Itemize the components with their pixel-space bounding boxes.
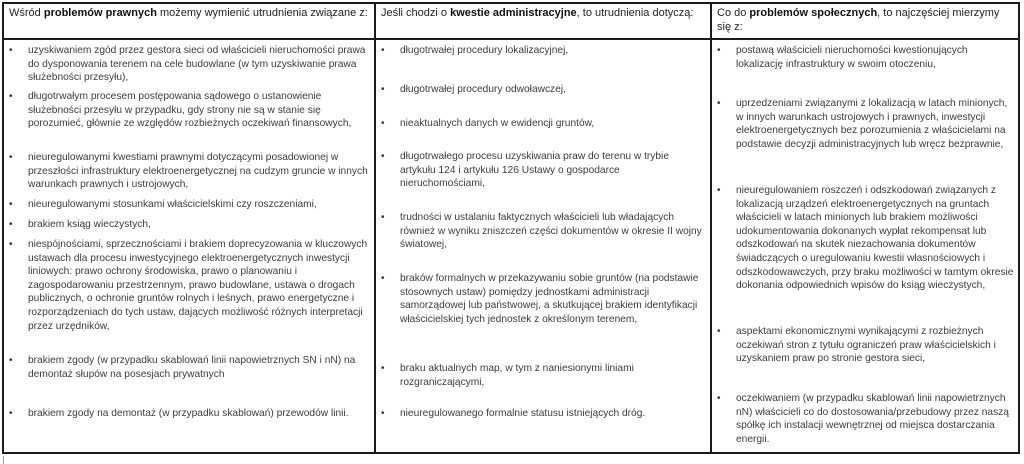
list-item — [712, 44, 1016, 71]
bullet-icon: • — [9, 152, 13, 163]
list-item — [376, 211, 706, 252]
list-item — [376, 44, 706, 58]
bullet-icon: • — [381, 212, 385, 223]
header-text: , to utrudnienia dotyczą: — [576, 7, 694, 19]
item-text: długotrwałej procedury lokalizacyjnej, — [400, 45, 569, 56]
item-text: nieuregulowanymi kwestiami prawnymi dotyczącymi posadowionej w przeszłości infrastruktury elektroenergetycznej na cudzym gruncie w innych warunkach prawnych i ustrojowych, — [28, 152, 368, 191]
header-bold-text: kwestie administracyjne — [450, 7, 577, 19]
item-text: aspektami ekonomicznymi wynikającymi z rozbieżnych oczekiwań stron z tytułu ograniczeń praw właścicielskich i uzyskaniem praw po stronie gestora sieci, — [736, 326, 996, 365]
column-header — [381, 7, 704, 21]
bullet-icon: • — [381, 151, 385, 162]
item-text: braków formalnych w przekazywaniu sobie gruntów (na podstawie stosownych ustaw) pomiędzy jednostkami administracji samorządowej lub państwowej, a skutkującej brakiem identyfikacji właścicielskiej tych jednostek z określonym terenem, — [400, 273, 699, 325]
list-item — [4, 90, 370, 131]
bullet-icon: • — [9, 219, 13, 230]
list-item — [376, 362, 706, 389]
header-bold-text: problemów prawnych — [43, 7, 157, 19]
list-item — [376, 407, 706, 421]
list-item — [712, 325, 1016, 366]
list-item — [712, 97, 1016, 151]
column-legal-problems — [4, 4, 374, 452]
bullet-icon: • — [717, 185, 721, 196]
list-item — [4, 238, 370, 333]
list-item — [4, 218, 370, 232]
bullet-icon: • — [9, 199, 13, 210]
header-text: Wśród — [9, 7, 44, 19]
bullet-icon: • — [717, 98, 721, 109]
item-text: nieuregulowanego formalnie statusu istniejących dróg. — [400, 408, 646, 419]
bullet-icon: • — [381, 363, 385, 374]
bullet-icon: • — [717, 45, 721, 56]
bullet-icon: • — [9, 91, 13, 102]
list-item — [712, 184, 1016, 293]
list-item — [4, 354, 370, 381]
bullet-icon: • — [381, 118, 385, 129]
header-text: Co do — [717, 7, 750, 19]
item-text: nieaktualnych danych w ewidencji gruntów, — [400, 118, 595, 129]
bullet-icon: • — [381, 273, 385, 284]
item-text: długotrwałym procesem postępowania sądowego o ustanowienie służebności przesyłu w przypadku, gdy strony nie są w stanie się porozumieć, głównie ze względów rozbieżnych oczekiwań finansowych, — [28, 91, 352, 130]
item-text: oczekiwaniem (w przypadku skablowań linii napowietrznych nN) właścicieli co do dostosowania/przebudowy przez naszą spółkę ich instalacji wewnętrznej od miejsca dostarczania energii. — [736, 393, 1009, 445]
header-text: Jeśli chodzi o — [381, 7, 451, 19]
bullet-icon: • — [717, 393, 721, 404]
item-text: nieuregulowanymi stosunkami właścicielskimi czy roszczeniami, — [28, 199, 317, 210]
list-item — [4, 151, 370, 192]
bullet-icon: • — [717, 326, 721, 337]
column-social-problems — [712, 4, 1020, 452]
bullet-icon: • — [381, 84, 385, 95]
list-item — [376, 272, 706, 326]
list-item — [376, 117, 706, 131]
list-item — [4, 44, 370, 85]
bullet-icon: • — [381, 408, 385, 419]
bullet-icon: • — [9, 408, 13, 419]
column-administrative-issues — [376, 4, 710, 452]
item-text: brakiem zgody (w przypadku skablowań linii napowietrznych SN i nN) na demontaż słupów na posesjach prywatnych — [28, 355, 356, 380]
list-item — [712, 392, 1016, 446]
list-item — [376, 150, 706, 191]
header-bold-text: problemów społecznych — [749, 7, 878, 19]
bullet-icon: • — [9, 355, 13, 366]
item-text: brakiem zgody na demontaż (w przypadku skablowań) przewodów linii. — [28, 408, 349, 419]
item-text: postawą właścicieli nieruchomości kwestionujących lokalizację infrastruktury w swoim otoczeniu, — [736, 45, 968, 70]
item-text: brakiem ksiąg wieczystych, — [28, 219, 151, 230]
column-header — [9, 7, 368, 21]
item-text: nieuregulowaniem roszczeń i odszkodowań związanych z lokalizacją urządzeń elektroenergetycznych na gruntach właścicieli w latach minionych lub brakiem możliwości udokumentowania dokonanych wypłat rekompensat lub odszkodowań na skutek niezachowania dokumentów świadczących o uregulowaniu kwestii własnościowych i odszkodowawczych, przy braku możliwości w tamtym okresie dokonania odpowiednich wpisów do ksiąg wieczystych, — [736, 185, 1014, 292]
list-item — [4, 407, 370, 421]
item-text: niespójnościami, sprzecznościami i brakiem doprecyzowania w kluczowych ustawach dla procesu inwestycyjnego elektroenergetycznych inwestycji liniowych: prawo ochrony środowiska, prawo o planowaniu i zagospodarowaniu przestrzennym, prawo budowlane, ustawa o drogach publicznych, o ochronie gruntów rolnych i leśnych, prawo energetyczne i rozporządzeniach do tych ustaw, dających możliwość różnych interpretacji przez urzędników, — [28, 239, 368, 332]
list-item — [376, 83, 706, 97]
bullet-icon: • — [9, 239, 13, 250]
item-text: braku aktualnych map, w tym z naniesionymi liniami rozgraniczającymi, — [400, 363, 634, 388]
item-text: trudności w ustalaniu faktycznych właścicieli lub władających również w wyniku zniszczeń części dokumentów w okresie II wojny światowej, — [400, 212, 702, 251]
header-text: możemy wymienić utrudnienia związane z: — [156, 7, 368, 19]
item-text: długotrwałego procesu uzyskiwania praw do terenu w trybie artykułu 124 i artykułu 126 Ustawy o gospodarce nieruchomościami, — [400, 151, 669, 190]
bullet-icon: • — [9, 45, 13, 56]
item-text: uzyskiwaniem zgód przez gestora sieci od właścicieli nieruchomości prawa do dysponowania terenem na cele budowlane (w tym uzyskiwanie prawa służebności przesyłu), — [28, 45, 366, 84]
item-text: uprzedzeniami związanymi z lokalizacją w latach minionych, w innych warunkach ustrojowych i prawnych, inwestycji elektroenergetycznych bez porozumienia z właścicielami na podstawie decyzji administracyjnych lub wręcz bezprawnie, — [736, 98, 1008, 150]
problems-table — [2, 2, 1020, 454]
bullet-icon: • — [381, 45, 385, 56]
list-item — [4, 198, 370, 212]
column-header — [717, 7, 1014, 34]
page-edge-mark — [3, 456, 4, 464]
header-text: , to najczęściej mierzymy się z: — [717, 7, 1000, 33]
item-text: długotrwałej procedury odwoławczej, — [400, 84, 566, 95]
